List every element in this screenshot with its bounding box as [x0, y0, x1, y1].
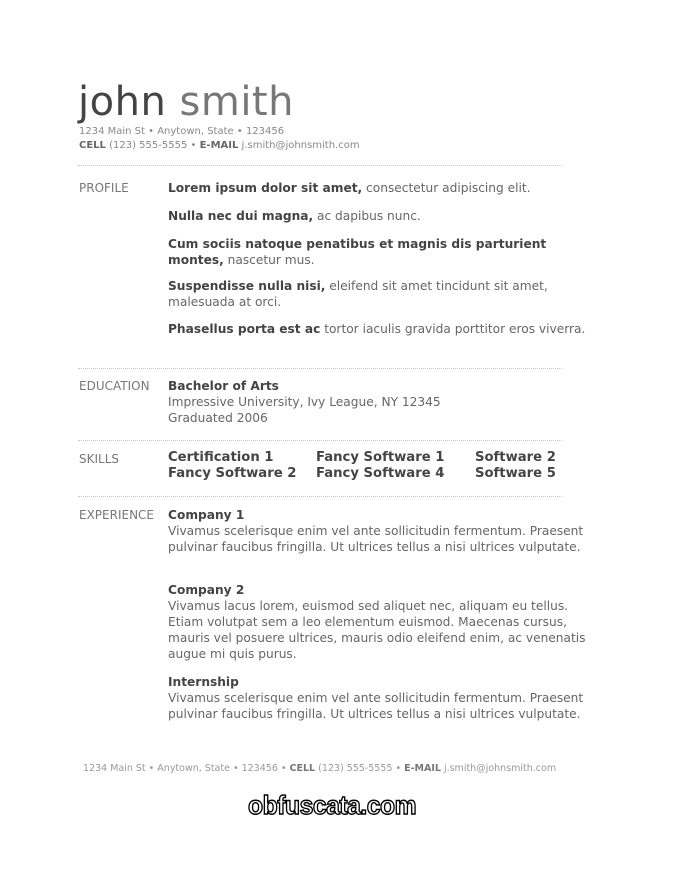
profile-text: consectetur adipiscing elit.: [362, 181, 531, 195]
profile-paragraph: [168, 278, 588, 310]
divider: [78, 368, 562, 369]
experience-item: [168, 674, 598, 722]
divider: [78, 440, 562, 441]
job-title: Company 2: [168, 583, 245, 597]
education-block: [168, 378, 598, 426]
footer-address: 1234 Main St • Anytown, State • 123456 •: [83, 763, 287, 774]
watermark: obfuscata.com: [248, 790, 417, 820]
skill-item: Fancy Software 1: [316, 450, 445, 465]
profile-paragraph: [168, 236, 588, 268]
cell-value: (123) 555-5555 •: [109, 140, 197, 151]
job-title: Internship: [168, 675, 239, 689]
name-heading: [78, 78, 294, 126]
profile-paragraph: [168, 321, 588, 337]
footer-email-value: j.smith@johnsmith.com: [443, 763, 557, 774]
footer-contact: [83, 763, 556, 775]
divider: [78, 165, 562, 166]
header-address: 1234 Main St • Anytown, State • 123456: [79, 126, 285, 137]
footer-cell-value: (123) 555-5555 •: [318, 763, 402, 774]
job-description: Vivamus scelerisque enim vel ante sollicitudin fermentum. Praesent pulvinar faucibus fringilla. Ut ultrices tellus a nisi ultrices vulputate.: [168, 524, 584, 554]
profile-paragraph: [168, 180, 598, 196]
skills-label: SKILLS: [79, 452, 120, 466]
profile-label: PROFILE: [79, 181, 129, 195]
footer-cell-label: CELL: [289, 763, 316, 774]
profile-text: ac dapibus nunc.: [313, 209, 421, 223]
first-name: john: [78, 79, 167, 125]
job-description: Vivamus lacus lorem, euismod sed aliquet nec, aliquam eu tellus. Etiam volutpat sem a leo elementum euismod. Maecenas cursus, mauris vel posuere ultrices, mauris odio eleifend enim, ac venenatis augue mi quis purus.: [168, 599, 586, 661]
profile-paragraph: [168, 208, 598, 224]
school: Impressive University, Ivy League, NY 12345: [168, 395, 441, 409]
email-value: j.smith@johnsmith.com: [241, 140, 360, 151]
degree: Bachelor of Arts: [168, 379, 279, 393]
skill-item: Fancy Software 4: [316, 466, 445, 481]
profile-bold: Suspendisse nulla nisi,: [168, 279, 326, 293]
email-label: E-MAIL: [199, 140, 239, 151]
skill-item: Software 2: [475, 450, 556, 465]
profile-text: eleifend sit amet tincidunt sit amet, malesuada at orci.: [168, 279, 548, 309]
skill-item: Fancy Software 2: [168, 466, 297, 481]
divider: [78, 496, 562, 497]
experience-item: [168, 582, 598, 662]
experience-label: EXPERIENCE: [79, 508, 155, 522]
header-contact-line: [79, 139, 360, 152]
graduated: Graduated 2006: [168, 411, 268, 425]
education-label: EDUCATION: [79, 379, 150, 393]
profile-bold: Phasellus porta est ac: [168, 322, 321, 336]
profile-text: tortor iaculis gravida porttitor eros viverra.: [320, 322, 586, 336]
cell-label: CELL: [79, 140, 106, 151]
job-title: Company 1: [168, 508, 245, 522]
profile-bold: Nulla nec dui magna,: [168, 209, 314, 223]
profile-text: nascetur mus.: [223, 253, 315, 267]
profile-bold: Cum sociis natoque penatibus et magnis dis parturient montes,: [168, 237, 547, 267]
skill-item: Software 5: [475, 466, 556, 481]
job-description: Vivamus scelerisque enim vel ante sollicitudin fermentum. Praesent pulvinar faucibus fringilla. Ut ultrices tellus a nisi ultrices vulputate.: [168, 691, 584, 721]
profile-bold: Lorem ipsum dolor sit amet,: [168, 181, 363, 195]
experience-item: [168, 507, 598, 555]
footer-email-label: E-MAIL: [404, 763, 441, 774]
last-name: smith: [179, 79, 294, 125]
skill-item: Certification 1: [168, 450, 274, 465]
